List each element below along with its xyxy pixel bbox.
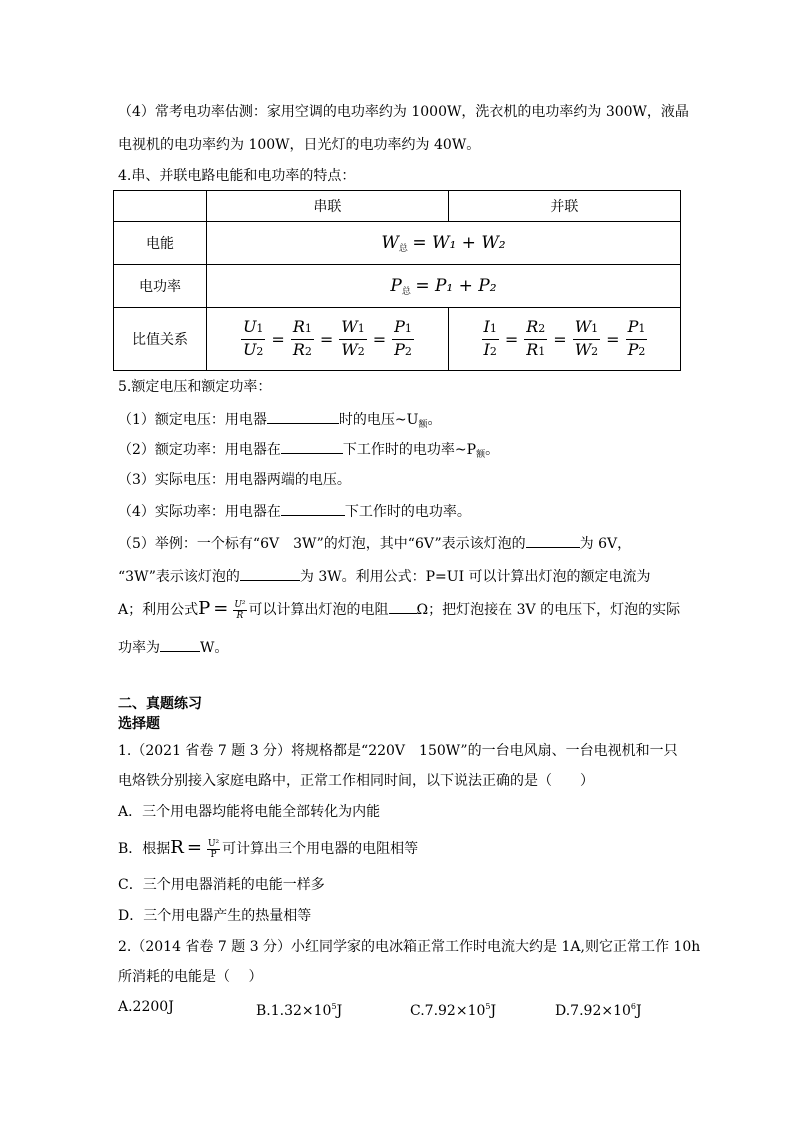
q1-option-b-b: 可计算出三个用电器的电阻相等: [222, 841, 419, 857]
sec4-item4-line1: （4）常考电功率估测：家用空调的电功率约为 1000W，洗衣机的电功率约为 300W，液晶: [118, 104, 689, 120]
table-corner-cell: [114, 191, 207, 222]
q1-option-c[interactable]: C．三个用电器消耗的电能一样多: [118, 877, 325, 893]
parallel-ratio-denominator: R1: [526, 339, 546, 359]
q2-option-d[interactable]: [555, 998, 642, 1020]
q2-option-c-base: C.7.92×10: [410, 1003, 486, 1019]
q2-option-c-unit: J: [490, 1003, 497, 1019]
energy-formula-lhs: W: [381, 232, 399, 253]
item5-formula-eq: =: [213, 598, 229, 619]
parallel-ratio-numerator: I1: [482, 317, 499, 340]
series-ratio-fraction: [339, 317, 366, 362]
blank-actual-voltage[interactable]: [281, 502, 345, 516]
q2-option-b[interactable]: [256, 998, 342, 1020]
sec5-item5-e: A；利用公式: [118, 602, 199, 618]
sec5-item5-line2: [118, 567, 651, 586]
parallel-ratio-denominator: I2: [483, 339, 497, 359]
table-row-label-ratio: 比值关系: [114, 308, 207, 371]
table-row-label-energy: 电能: [114, 222, 207, 265]
q2-line1: 2.（2014 省卷 7 题 3 分）小红同学家的电冰箱正常工作时电流大约是 1A,则它正常工作 10h: [118, 939, 701, 955]
comparison-table: [113, 190, 681, 371]
sec5-item5-c: “3W”表示该灯泡的: [118, 569, 240, 585]
blank-rated-power[interactable]: [281, 440, 343, 454]
parallel-ratio-container: [480, 316, 650, 359]
sec5-item5-a: （5）举例：一个标有“6V 3W”的灯泡，其中“6V”表示该灯泡的: [118, 536, 526, 552]
sec4-title: 4.串、并联电路电能和电功率的特点：: [118, 168, 356, 184]
item5-formula-num: U²: [234, 599, 246, 610]
q2-option-b-base: B.1.32×10: [256, 1003, 332, 1019]
series-ratio-container: [239, 316, 416, 359]
q2-option-d-unit: J: [636, 1003, 642, 1019]
sec5-item5-line3: [118, 596, 680, 623]
sec5-item2-b: 下工作时的电功率~P: [342, 442, 477, 458]
series-ratio-numerator: U1: [241, 317, 265, 340]
q2-option-d-exp: 6: [630, 1002, 636, 1011]
q1-option-d[interactable]: D．三个用电器产生的热量相等: [118, 908, 312, 924]
blank-6v-meaning[interactable]: [526, 534, 580, 548]
sec5-item5-i: W。: [200, 640, 229, 656]
series-ratio-denominator: U2: [242, 339, 264, 359]
q1-line2: 电烙铁分别接入家庭电路中，正常工作相同时间，以下说法正确的是（ ）: [118, 773, 594, 789]
parallel-ratio-equals: =: [606, 329, 620, 349]
sec5-item2-a: （2）额定功率：用电器在: [118, 442, 281, 458]
energy-formula-rhs: = W₁ + W₂: [412, 232, 506, 253]
parallel-ratio-numerator: W1: [573, 317, 600, 340]
parallel-ratio-fraction: [524, 317, 547, 362]
parallel-ratio-fraction: [482, 317, 499, 362]
q2-option-b-exp: 5: [331, 1002, 337, 1011]
sec5-item2-c: 。: [485, 442, 500, 458]
part2-title: 二、真题练习: [118, 696, 202, 712]
blank-rated-voltage[interactable]: [267, 410, 339, 424]
sec5-item5-g: Ω；把灯泡接在 3V 的电压下，灯泡的实际: [416, 602, 681, 618]
item5-formula-P: P: [198, 598, 211, 619]
series-ratio-fraction: [291, 317, 314, 362]
parallel-ratio-numerator: P1: [626, 317, 648, 340]
power-formula: [207, 265, 681, 308]
sec5-item5-b: 为 6V，: [579, 536, 632, 552]
series-ratio-fraction: [392, 317, 414, 362]
series-ratio-numerator: P1: [392, 317, 414, 340]
series-ratio-denominator: W2: [341, 339, 365, 359]
series-ratio-equals: =: [319, 329, 334, 349]
q1-option-b-a: B．根据: [118, 841, 171, 857]
q2-option-a[interactable]: [118, 998, 174, 1016]
parallel-ratio-numerator: R2: [524, 317, 547, 340]
q1-option-a[interactable]: A．三个用电器均能将电能全部转化为内能: [118, 804, 381, 820]
parallel-ratio-equals: =: [553, 329, 567, 349]
table-header-parallel: 并联: [448, 191, 680, 222]
sec5-item5-d: 为 3W。利用公式：P=UI 可以计算出灯泡的额定电流为: [299, 569, 651, 585]
q1-b-formula-R: R: [170, 837, 184, 858]
parallel-ratio-denominator: W2: [574, 339, 599, 359]
sec5-item1-a: （1）额定电压：用电器: [118, 412, 267, 428]
parallel-ratio-fraction: [573, 317, 600, 362]
sec5-item1-c: 。: [427, 412, 442, 428]
series-ratio-formula: [207, 308, 449, 371]
blank-3w-meaning[interactable]: [240, 567, 300, 581]
parallel-ratio-formula: [448, 308, 680, 371]
q2-option-b-unit: J: [336, 1003, 343, 1019]
parallel-ratio-fraction: [626, 317, 648, 362]
q1-b-formula-num: U²: [207, 838, 220, 849]
sec5-item1: [118, 410, 441, 434]
table-row-label-power: 电功率: [114, 265, 207, 308]
energy-formula-sub: 总: [398, 243, 408, 254]
parallel-ratio-equals: =: [504, 329, 519, 349]
series-ratio-fraction: [241, 317, 265, 362]
sec4-item4-line2: 电视机的电功率约为 100W，日光灯的电功率约为 40W。: [118, 137, 481, 153]
q1-line1: 1.（2021 省卷 7 题 3 分）将规格都是“220V 150W”的一台电风扇、一台电视机和一只: [118, 743, 678, 759]
blank-resistance[interactable]: [389, 600, 417, 614]
blank-actual-power[interactable]: [160, 638, 200, 652]
item5-formula-fraction: [233, 600, 246, 621]
power-formula-rhs: = P₁ + P₂: [415, 275, 497, 296]
sec5-item4-b: 下工作时的电功率。: [344, 504, 471, 520]
sec5-item1-b: 时的电压~U: [338, 412, 419, 428]
q2-option-c-exp: 5: [485, 1002, 491, 1011]
energy-formula: [207, 222, 681, 265]
q1-b-formula-den: P: [210, 849, 217, 860]
sec5-item4-a: （4）实际功率：用电器在: [118, 504, 281, 520]
sec5-item5-line1: [118, 534, 631, 553]
series-ratio-equals: =: [372, 329, 387, 349]
q2-option-a-text: A.2200J: [118, 999, 174, 1015]
series-ratio-numerator: W1: [339, 317, 366, 340]
q2-option-d-base: D.7.92×10: [555, 1003, 631, 1019]
sec5-item2-sub: 额: [476, 450, 486, 460]
item5-formula-den: R: [236, 610, 244, 621]
sec5-item5-h: 功率为: [118, 640, 160, 656]
table-header-series: 串联: [207, 191, 449, 222]
power-formula-sub: 总: [401, 286, 411, 297]
q2-option-c[interactable]: [410, 998, 496, 1020]
sec5-item5-f: 可以计算出灯泡的电阻: [248, 602, 389, 618]
parallel-ratio-denominator: P2: [627, 339, 646, 359]
sec5-title: 5.额定电压和额定功率：: [118, 379, 272, 395]
q1-option-b[interactable]: [118, 834, 418, 863]
q1-b-formula-fraction: [207, 839, 220, 860]
sec5-item3: （3）实际电压：用电器两端的电压。: [118, 472, 351, 488]
sec5-item5-line4: [118, 638, 228, 657]
part2-subtitle: 选择题: [118, 716, 160, 732]
series-ratio-denominator: P2: [394, 339, 412, 359]
sec5-item4: [118, 502, 471, 521]
power-formula-lhs: P: [390, 275, 402, 296]
q2-line2: 所消耗的电能是（ ）: [118, 969, 263, 985]
series-ratio-denominator: R2: [292, 339, 312, 359]
sec5-item2: [118, 440, 499, 464]
q1-b-formula-eq: =: [186, 837, 202, 858]
series-ratio-equals: =: [271, 329, 285, 349]
series-ratio-numerator: R1: [291, 317, 314, 340]
sec5-item1-sub: 额: [418, 420, 428, 430]
